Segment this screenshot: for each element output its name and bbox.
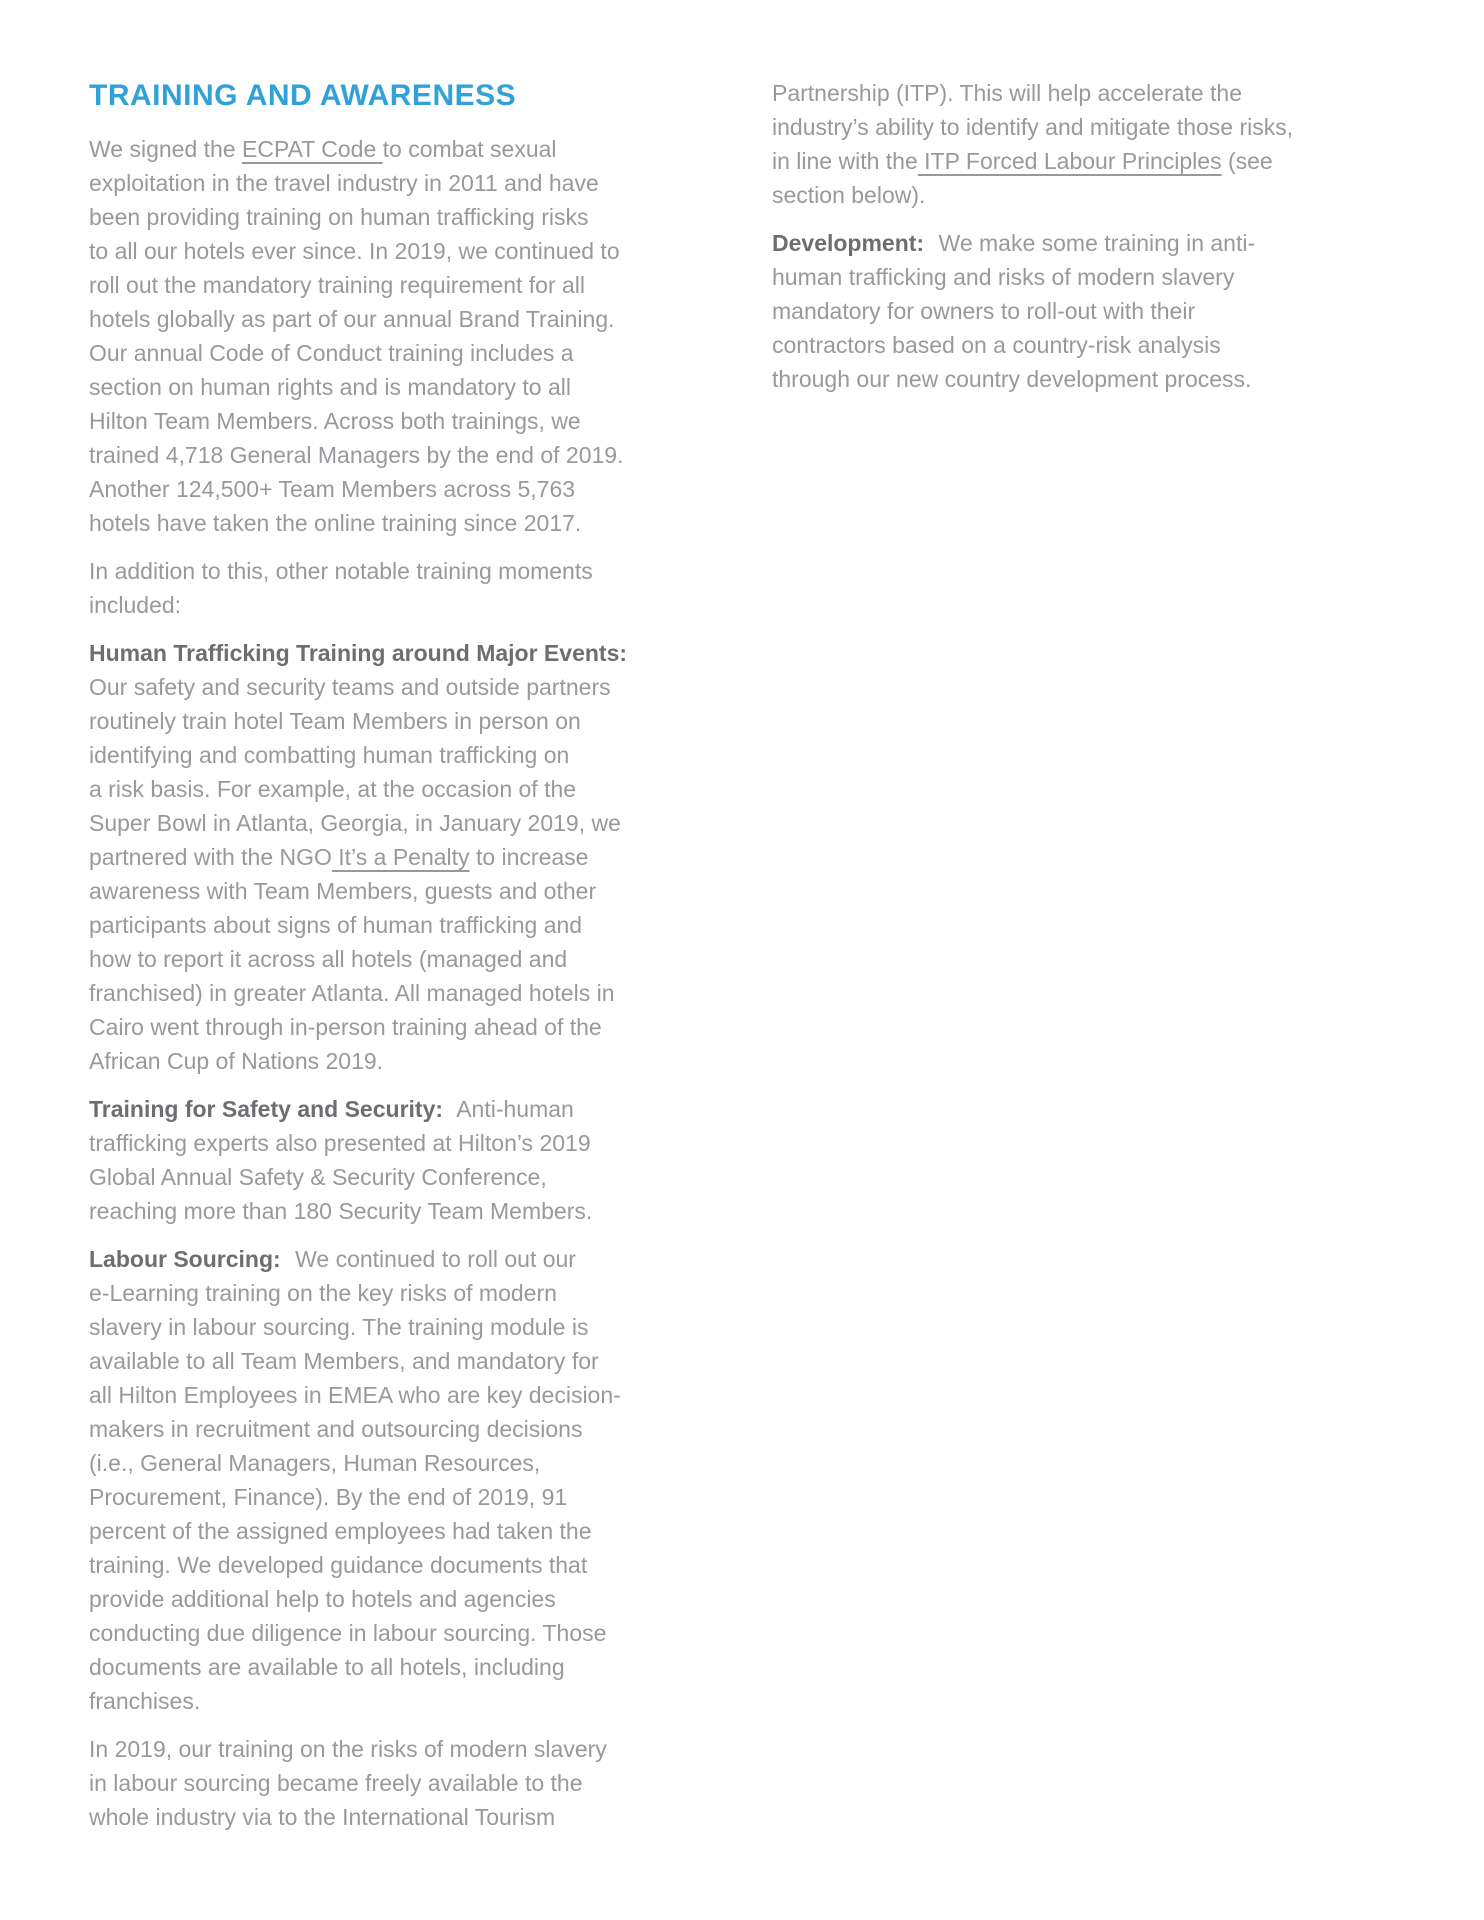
text-run: e-Learning training on the key risks of modern [89,1280,557,1306]
text-line [89,438,737,472]
text-line [89,772,737,806]
text-line [89,1412,737,1446]
text-run: Partnership (ITP). This will help accelerate the [772,80,1242,106]
text-line [89,1732,737,1766]
text-run: how to report it across all hotels (managed and [89,946,568,972]
text-run: In 2019, our training on the risks of modern slavery [89,1736,607,1762]
text-line [89,840,737,874]
text-run: identifying and combatting human trafficking on [89,742,570,768]
text-line [89,1126,737,1160]
text-run: exploitation in the travel industry in 2011 and have [89,170,599,196]
text-run: (see [1221,148,1273,174]
text-run: We continued to roll out our [288,1246,576,1272]
text-line [89,636,737,670]
text-run: Our annual Code of Conduct training includes a [89,340,574,366]
text-run: trafficking experts also presented at Hilton’s 2019 [89,1130,591,1156]
text-run: Hilton Team Members. Across both trainings, we [89,408,581,434]
text-run: We signed the [89,136,243,162]
text-line [89,1276,737,1310]
text-run: Super Bowl in Atlanta, Georgia, in January 2019, we [89,810,621,836]
text-line [89,1514,737,1548]
text-run: section below). [772,182,926,208]
text-run: roll out the mandatory training requirement for all [89,272,586,298]
text-line [89,1616,737,1650]
text-run: section on human rights and is mandatory to all [89,374,571,400]
text-line [772,362,1444,396]
text-line [89,336,737,370]
bold-lead: Labour Sourcing: [89,1246,281,1272]
text-run: conducting due diligence in labour sourcing. Those [89,1620,607,1646]
text-run: in labour sourcing became freely available to the [89,1770,583,1796]
text-run: to combat sexual [382,136,557,162]
text-run: Procurement, Finance). By the end of 2019, 91 [89,1484,568,1510]
text-run: In addition to this, other notable training moments [89,558,593,584]
text-line [89,942,737,976]
text-line [89,1344,737,1378]
paragraph [772,226,1444,396]
text-line [89,302,737,336]
text-line [89,1194,737,1228]
text-run: Anti-human [451,1096,574,1122]
text-line [89,268,737,302]
text-line [89,506,737,540]
text-run: contractors based on a country-risk analysis [772,332,1221,358]
text-line [772,294,1444,328]
text-line [89,1650,737,1684]
text-run: Our safety and security teams and outside partners [89,674,611,700]
paragraph [89,132,737,540]
bold-lead: Development: [772,230,925,256]
text-line [89,1684,737,1718]
text-line [772,144,1444,178]
paragraph [89,1242,737,1718]
text-line [772,76,1444,110]
text-run: available to all Team Members, and mandatory for [89,1348,599,1374]
bold-lead: Human Trafficking Training around Major Events: [89,640,628,666]
text-line [89,670,737,704]
text-run: awareness with Team Members, guests and other [89,878,597,904]
text-run: participants about signs of human trafficking and [89,912,583,938]
text-line [89,1044,737,1078]
text-run: franchised) in greater Atlanta. All managed hotels in [89,980,615,1006]
text-run: African Cup of Nations 2019. [89,1048,384,1074]
link-itp-forced-labour-principles[interactable]: ITP Forced Labour Principles [917,148,1222,174]
text-run: mandatory for owners to roll-out with their [772,298,1196,324]
text-line [89,554,737,588]
text-line [772,178,1444,212]
text-line [89,1378,737,1412]
text-line [89,472,737,506]
text-run: whole industry via to the International Tourism [89,1804,556,1830]
text-run: been providing training on human trafficking risks [89,204,589,230]
text-line [772,110,1444,144]
text-line [89,166,737,200]
text-run: human trafficking and risks of modern slavery [772,264,1235,290]
text-line [89,1800,737,1834]
link-it-s-a-penalty[interactable]: It’s a Penalty [331,844,470,870]
paragraph [89,554,737,622]
text-run: a risk basis. For example, at the occasion of the [89,776,577,802]
left-column [89,76,737,1848]
text-run: all Hilton Employees in EMEA who are key decision- [89,1382,621,1408]
text-run: Global Annual Safety & Security Conference, [89,1164,547,1190]
text-line [772,260,1444,294]
text-line [89,1242,737,1276]
text-run: trained 4,718 General Managers by the end of 2019. [89,442,624,468]
text-line [772,328,1444,362]
text-run: Another 124,500+ Team Members across 5,763 [89,476,576,502]
text-run: hotels globally as part of our annual Brand Training. [89,306,615,332]
text-run: industry’s ability to identify and mitigate those risks, [772,114,1294,140]
paragraph [772,76,1444,212]
text-line [89,1092,737,1126]
text-line [89,370,737,404]
text-run: hotels have taken the online training since 2017. [89,510,582,536]
text-line [89,588,737,622]
text-line [89,908,737,942]
text-line [89,806,737,840]
text-line [772,226,1444,260]
text-line [89,976,737,1010]
link-ecpat-code[interactable]: ECPAT Code [242,136,383,162]
text-run: franchises. [89,1688,201,1714]
text-line [89,1446,737,1480]
text-line [89,404,737,438]
text-run: to increase [469,844,589,870]
text-run: makers in recruitment and outsourcing decisions [89,1416,583,1442]
text-run: in line with the [772,148,918,174]
text-line [89,874,737,908]
text-run: reaching more than 180 Security Team Members. [89,1198,593,1224]
text-line [89,1310,737,1344]
text-run: through our new country development process. [772,366,1252,392]
text-run: (i.e., General Managers, Human Resources, [89,1450,541,1476]
text-line [89,1766,737,1800]
paragraph [89,1092,737,1228]
text-line [89,738,737,772]
text-run: We make some training in anti- [932,230,1256,256]
text-line [89,1160,737,1194]
text-run: partnered with the NGO [89,844,332,870]
text-line [89,1548,737,1582]
paragraph [89,1732,737,1834]
text-line [89,1480,737,1514]
text-run: slavery in labour sourcing. The training module is [89,1314,589,1340]
text-run: documents are available to all hotels, including [89,1654,565,1680]
text-line [89,234,737,268]
text-run: included: [89,592,182,618]
bold-lead: Training for Safety and Security: [89,1096,444,1122]
text-line [89,200,737,234]
text-run: percent of the assigned employees had taken the [89,1518,592,1544]
text-line [89,704,737,738]
text-run: to all our hotels ever since. In 2019, we continued to [89,238,620,264]
right-column [772,76,1444,410]
text-run: Cairo went through in-person training ahead of the [89,1014,602,1040]
paragraph [89,636,737,1078]
text-line [89,132,737,166]
page-title: TRAINING AND AWARENESS [89,79,517,112]
text-line [89,1582,737,1616]
text-run: training. We developed guidance documents that [89,1552,588,1578]
text-line [89,1010,737,1044]
text-run: provide additional help to hotels and agencies [89,1586,556,1612]
text-run: routinely train hotel Team Members in person on [89,708,581,734]
